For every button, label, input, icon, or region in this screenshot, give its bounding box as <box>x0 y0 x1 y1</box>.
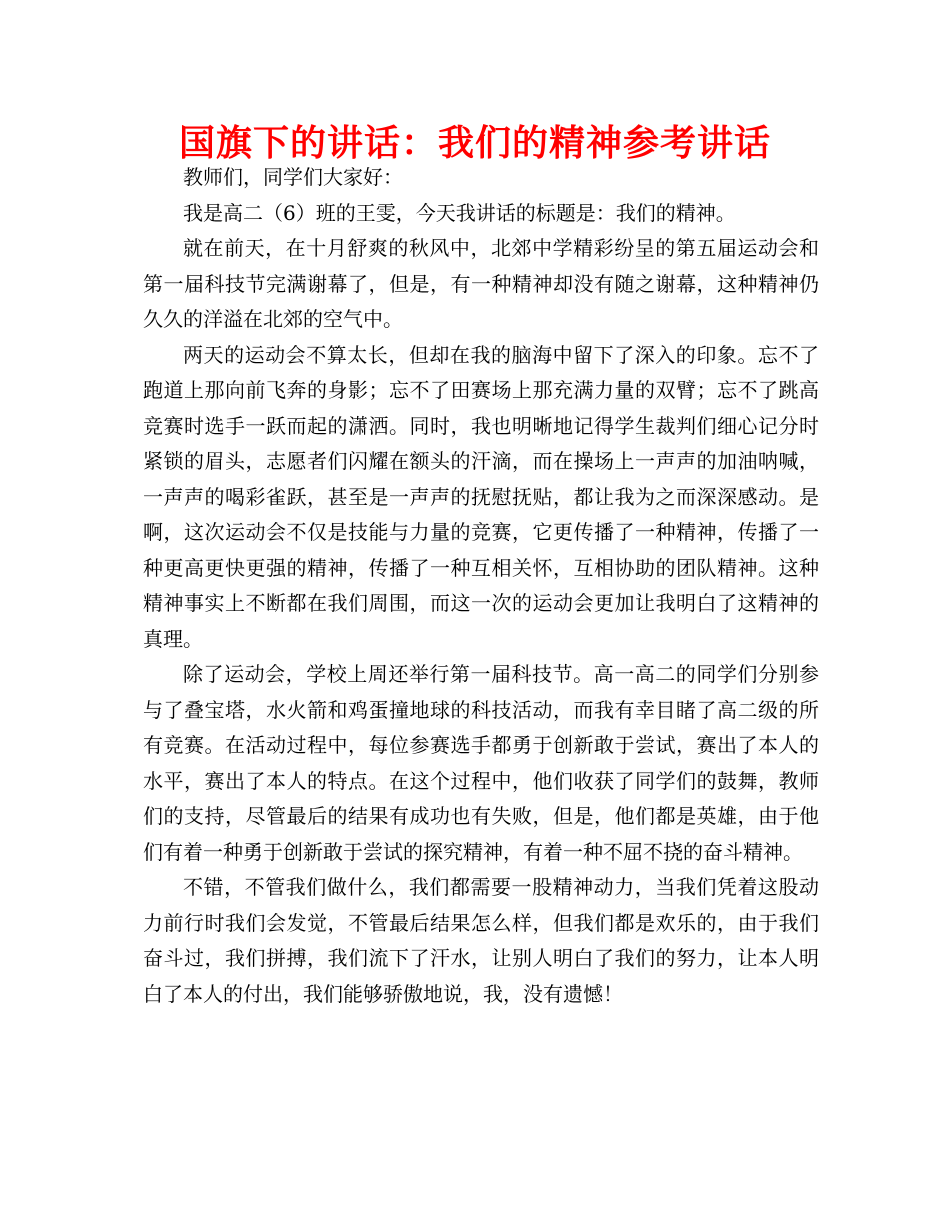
paragraph-introduction: 我是高二（6）班的王雯，今天我讲话的标题是：我们的精神。 <box>183 200 736 225</box>
paragraph-event-summary: 就在前天，在十月舒爽的秋风中，北郊中学精彩纷呈的第五届运动会和第一届科技节完满谢幕了，但是，有一种精神却没有随之谢幕，这种精神仍久久的洋溢在北郊的空气中。 <box>143 236 819 331</box>
document-body <box>143 160 819 1012</box>
document-title: 国旗下的讲话：我们的精神参考讲话 <box>178 123 771 164</box>
paragraph-sports-meet: 两天的运动会不算太长，但却在我的脑海中留下了深入的印象。忘不了跑道上那向前飞奔的身影；忘不了田赛场上那充满力量的双臂；忘不了跳高竞赛时选手一跃而起的潇洒。同时，我也明晰地记得学生裁判们细心记分时紧锁的眉头，志愿者们闪耀在额头的汗滴，而在操场上一声声的加油呐喊，一声声的喝彩雀跃，甚至是一声声的抚慰抚贴，都让我为之而深深感动。是啊，这次运动会不仅是技能与力量的竞赛，它更传播了一种精神，传播了一种更高更快更强的精神，传播了一种互相关怀，互相协助的团队精神。这种精神事实上不断都在我们周围，而这一次的运动会更加让我明白了这精神的真理。 <box>143 342 819 651</box>
paragraph-science-festival: 除了运动会，学校上周还举行第一届科技节。高一高二的同学们分别参与了叠宝塔，水火箭和鸡蛋撞地球的科技活动，而我有幸目睹了高二级的所有竞赛。在活动过程中，每位参赛选手都勇于创新敢于尝试，赛出了本人的水平，赛出了本人的特点。在这个过程中，他们收获了同学们的鼓舞，教师们的支持，尽管最后的结果有成功也有失败，但是，他们都是英雄，由于他们有着一种勇于创新敢于尝试的探究精神，有着一种不屈不挠的奋斗精神。 <box>143 662 819 864</box>
paragraph-greeting: 教师们，同学们大家好： <box>183 165 403 189</box>
paragraph-conclusion: 不错，不管我们做什么，我们都需要一股精神动力，当我们凭着这股动力前行时我们会发觉，不管最后结果怎么样，但我们都是欢乐的，由于我们奋斗过，我们拼搏，我们流下了汗水，让别人明白了我们的努力，让本人明白了本人的付出，我们能够骄傲地说，我，没有遗憾！ <box>143 875 819 1006</box>
